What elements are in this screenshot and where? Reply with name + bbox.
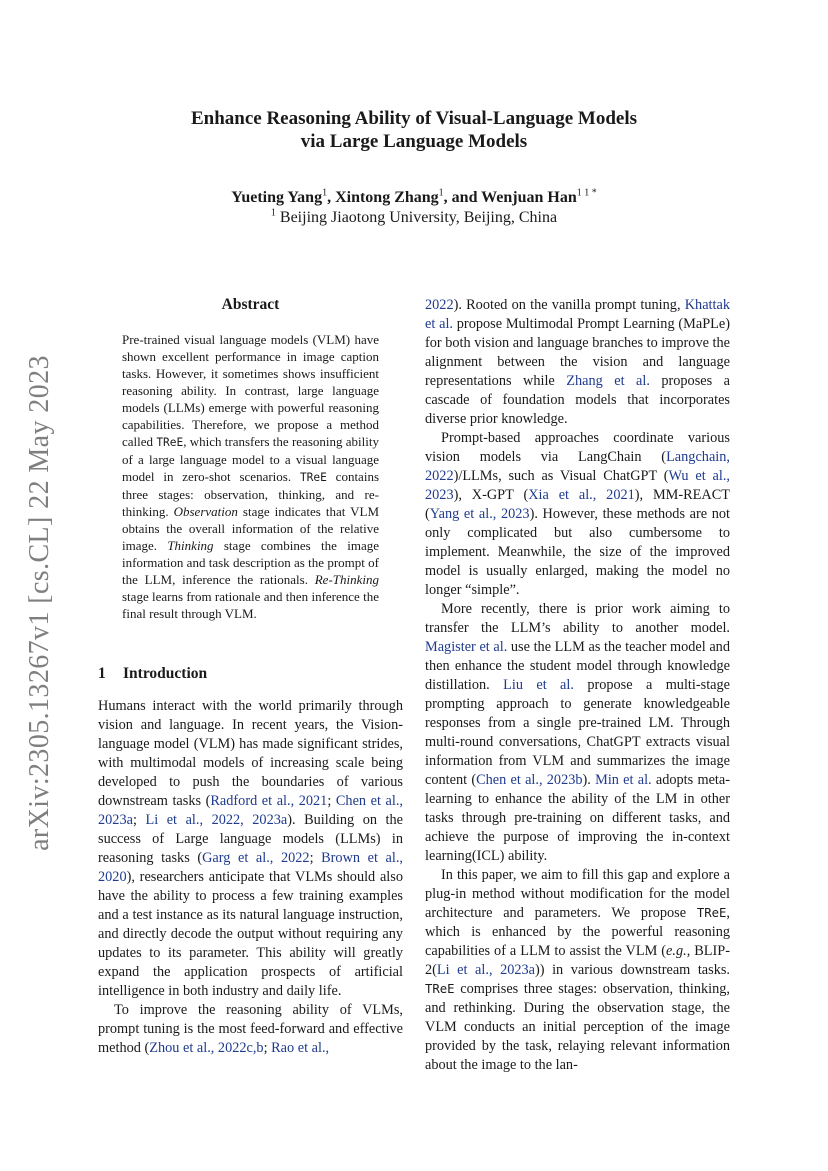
citation-link[interactable]: Xia et al., 2021	[528, 487, 635, 503]
abstract-body: Pre-trained visual language models (VLM) have shown excellent performance in image caption tasks. However, it sometimes shows insufficient reasoning ability. In contrast, large language models (LLMs) emerge with powerful reasoning capabilities. Therefore, we propose a method called TReE, which transfers the reasoning ability of a large language model to a visual language model in zero-shot scenarios. TReE contains three stages: observation, thinking, and re-thinking. Observation stage indicates that VLM obtains the overall information of the relative image. Thinking stage combines the image information and task description as the prompt of the LLM, inference the rationals. Re-Thinking stage learns from rationale and then inference the final result through VLM.	[122, 332, 380, 621]
paragraph: Prompt-based approaches coordinate various vision models via LangChain (Langchain, 2022)/LLMs, such as Visual ChatGPT (Wu et al., 2023), X-GPT (Xia et al., 2021), MM-REACT (Yang et al., 2023). However, these methods are not only complicated but also cumbersome to implement. Meanwhile, the size of the improved model is usually enlarged, making the model no longer “simple”.	[425, 430, 731, 598]
citation-link[interactable]: Zhang et al.	[566, 373, 650, 389]
paragraph: In this paper, we aim to fill this gap and explore a plug-in method without modification for the model architecture and parameters. We propose TReE, which is enhanced by the powerful reasoning capabilities of a LLM to assist the VLM (e.g., BLIP-2(Li et al., 2023a)) in various downstream tasks. TReE comprises three stages: observation, thinking, and rethinking. During the observation stage, the VLM conducts an initial perception of the image provided by the task, relaying relevant information about the image to the lan-	[425, 867, 731, 1073]
citation-link[interactable]: Langchain, 2022	[425, 449, 730, 484]
paragraph: Humans interact with the world primarily through vision and language. In recent years, the Vision-language model (VLM) has made significant strides, with multimodal models of increasing scale being developed to push the boundaries of various downstream tasks (Radford et al., 2021; Chen et al., 2023a; Li et al., 2022, 2023a). Building on the success of Large language models (LLMs) in reasoning tasks (Garg et al., 2022; Brown et al., 2020), researchers anticipate that VLMs should also have the ability to process a few training examples and a test instance as its natural language instruction, and directly decode the output without requiring any updates to its parameter. This ability will greatly expand the application prospects of artificial intelligence in both industry and daily life.	[98, 698, 403, 999]
citation-link[interactable]: Brown et al., 2020	[98, 850, 403, 885]
abstract-heading: Abstract	[221, 296, 280, 313]
citation-link[interactable]: Chen et al., 2023a	[98, 793, 403, 828]
citation-link[interactable]: Li et al., 2022, 2023a	[145, 812, 288, 828]
citation-link[interactable]: Magister et al.	[425, 639, 508, 655]
citation-link[interactable]: Min et al.	[595, 772, 652, 788]
title-line-2: via Large Language Models	[300, 131, 528, 152]
affiliation: $^1$ Beijing Jiaotong University, Beijing, China	[270, 207, 558, 226]
citation-link-split[interactable]: Rao et al.,	[271, 1040, 330, 1056]
citation-link[interactable]: Wu et al., 2023	[425, 468, 730, 503]
paragraph-continued: 2022). Rooted on the vanilla prompt tuning, Khattak et al. propose Multimodal Prompt Learning (MaPLe) for both vision and language branches to improve the alignment between the vision and language representations while Zhang et al. proposes a cascade of foundation models that incorporates diverse prior knowledge.	[425, 297, 730, 427]
paragraph: More recently, there is prior work aiming to transfer the LLM’s ability to another model. Magister et al. use the LLM as the teacher model and then enhance the student model through knowledge distillation. Liu et al. propose a multi-stage prompting approach to generate knowledgeable responses from a single pre-trained LM. Through multi-round conversations, ChatGPT extracts visual information from VLM and summarizes the image content (Chen et al., 2023b). Min et al. adopts meta-learning to enhance the ability of the LM in other tasks through pre-training on different tasks, and achieve the purpose of improving the in-context learning(ICL) ability.	[425, 601, 731, 864]
citation-link[interactable]: Li et al., 2023a	[436, 962, 536, 978]
paper-title	[0, 107, 828, 153]
citation-link[interactable]: Liu et al.	[503, 677, 574, 693]
left-column	[98, 664, 403, 1058]
citation-link[interactable]: Garg et al., 2022	[202, 850, 310, 866]
citation-link[interactable]: Khattak et al.	[425, 297, 730, 332]
citation-link[interactable]: Radford et al., 2021	[210, 793, 328, 809]
author-block	[0, 188, 828, 228]
citation-link[interactable]: 2022	[425, 297, 454, 313]
paragraph: To improve the reasoning ability of VLMs, prompt tuning is the most feed-forward and effective method (Zhou et al., 2022c,b; Rao et al.,	[98, 1002, 403, 1056]
section-heading-introduction: 1 Introduction	[98, 665, 208, 682]
title-line-1: Enhance Reasoning Ability of Visual-Language Models	[190, 108, 638, 129]
citation-link[interactable]: Yang et al., 2023	[429, 506, 530, 522]
author-names: Yueting Yang$^1$, Xintong Zhang$^1$, and Wenjuan Han$^{1 1 *}$	[231, 187, 597, 206]
citation-link[interactable]: Zhou et al., 2022c,b	[149, 1040, 264, 1056]
arxiv-stamp: arXiv:2305.13267v1 [cs.CL] 22 May 2023	[24, 354, 55, 851]
citation-link[interactable]: Chen et al., 2023b	[476, 772, 583, 788]
right-column	[425, 296, 730, 1075]
